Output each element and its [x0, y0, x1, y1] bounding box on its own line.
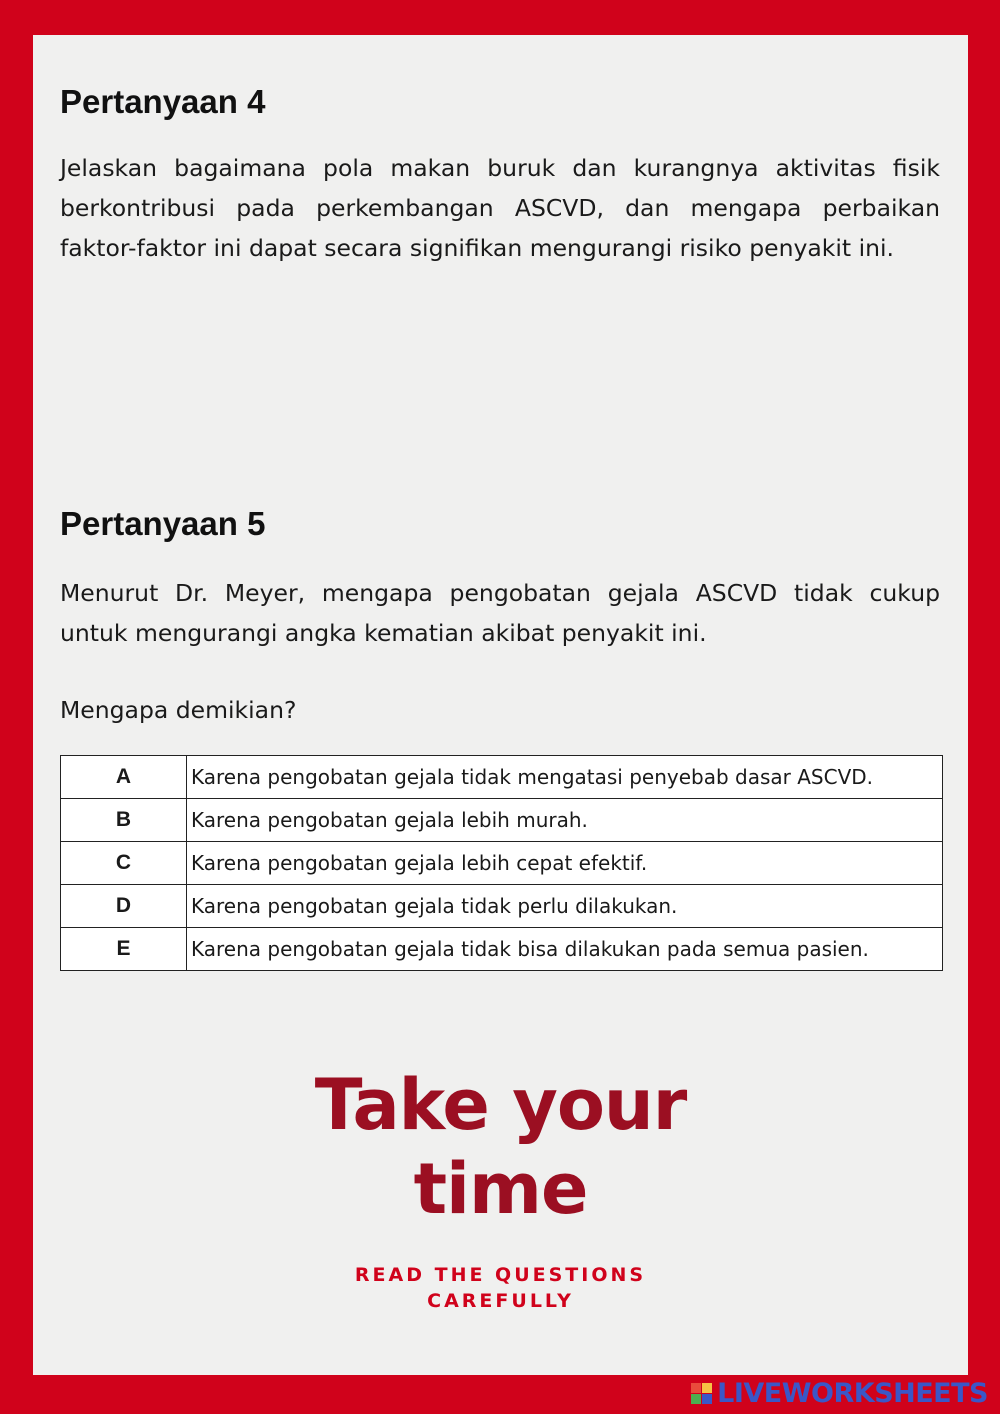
logo-square [691, 1394, 701, 1404]
logo-square [702, 1383, 712, 1393]
question-5-subtext: Mengapa demikian? [60, 696, 297, 724]
option-letter[interactable]: A [61, 756, 187, 799]
take-line-2: time [413, 1148, 588, 1230]
option-text[interactable]: Karena pengobatan gejala lebih murah. [187, 799, 943, 842]
option-letter[interactable]: B [61, 799, 187, 842]
option-row[interactable] [61, 756, 943, 799]
logo-square [691, 1383, 701, 1393]
liveworksheets-logo-icon [691, 1383, 712, 1404]
question-4-title: Pertanyaan 4 [60, 83, 266, 120]
option-row[interactable] [61, 885, 943, 928]
option-text[interactable]: Karena pengobatan gejala lebih cepat efektif. [187, 842, 943, 885]
question-5-text: Menurut Dr. Meyer, mengapa pengobatan gejala ASCVD tidak cukup untuk mengurangi angka kematian akibat penyakit ini. [60, 579, 940, 647]
option-text[interactable]: Karena pengobatan gejala tidak mengatasi penyebab dasar ASCVD. [187, 756, 943, 799]
question-5-title: Pertanyaan 5 [60, 505, 266, 542]
read-line-1: READ THE QUESTIONS [354, 1264, 647, 1286]
option-letter[interactable]: E [61, 928, 187, 971]
question-4-text: Jelaskan bagaimana pola makan buruk dan kurangnya aktivitas fisik berkontribusi pada perkembangan ASCVD, dan mengapa perbaikan faktor-faktor ini dapat secara signifikan mengurangi risiko penyakit ini. [60, 154, 940, 262]
liveworksheets-brand [691, 1379, 988, 1407]
read-line-2: CAREFULLY [427, 1290, 574, 1312]
option-letter[interactable]: D [61, 885, 187, 928]
answer-options-table [60, 755, 943, 971]
option-row[interactable] [61, 842, 943, 885]
option-text[interactable]: Karena pengobatan gejala tidak perlu dilakukan. [187, 885, 943, 928]
option-letter[interactable]: C [61, 842, 187, 885]
brand-name: LIVEWORKSHEETS [717, 1377, 988, 1409]
option-row[interactable] [61, 799, 943, 842]
take-line-1: Take your [314, 1064, 687, 1146]
take-your-time-heading [33, 1063, 968, 1231]
worksheet-page [33, 35, 968, 1375]
read-carefully-note [33, 1262, 968, 1314]
logo-square [702, 1394, 712, 1404]
option-text[interactable]: Karena pengobatan gejala tidak bisa dilakukan pada semua pasien. [187, 928, 943, 971]
option-row[interactable] [61, 928, 943, 971]
